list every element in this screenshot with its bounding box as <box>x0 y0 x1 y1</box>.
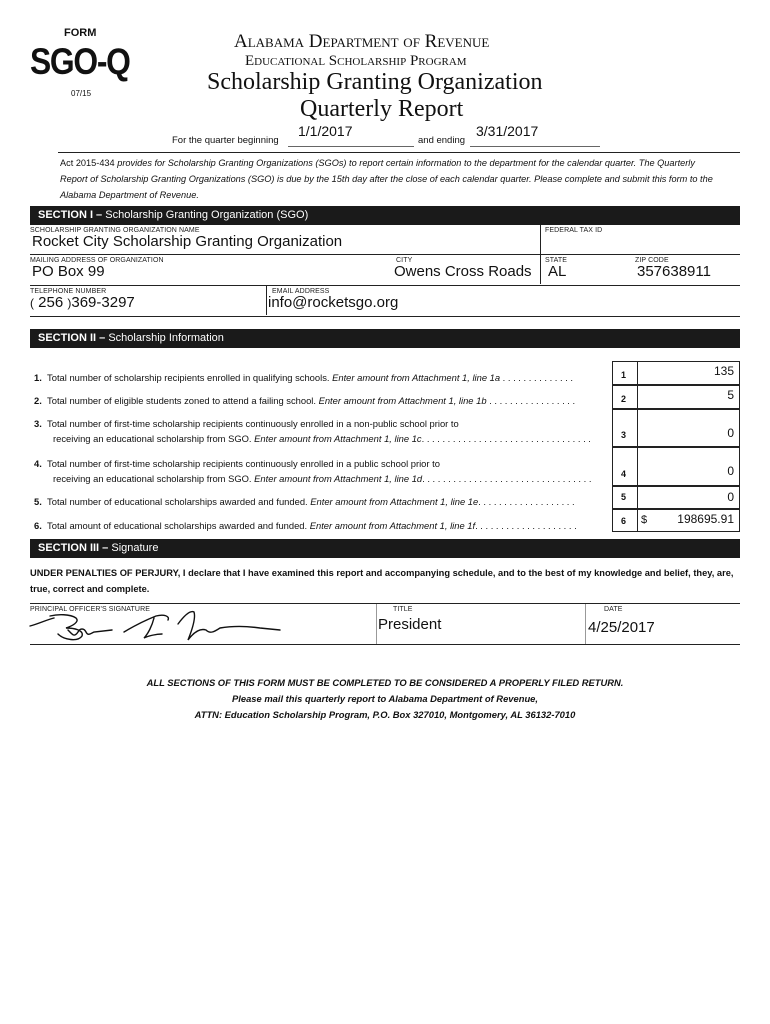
section2-heading-bold: SECTION II – <box>38 332 106 344</box>
row2-line <box>30 285 740 286</box>
answer-value: 0 <box>727 490 734 504</box>
perjury-statement: UNDER PENALTIES OF PERJURY, I declare that I have examined this report and accompanying schedule, and to the best of my knowledge and belief, they, are, true, correct and complete. <box>30 568 734 594</box>
box-divider <box>637 487 638 508</box>
answer-box-4[interactable] <box>612 447 740 486</box>
box-number: 5 <box>621 492 627 502</box>
question-number: 4. <box>34 458 42 469</box>
question-text: Total amount of educational scholarships awarded and funded. <box>47 520 308 531</box>
signature-image[interactable] <box>28 606 288 646</box>
answer-value: 135 <box>713 364 734 378</box>
phone-open-paren: ( <box>30 296 34 310</box>
answer-value: 0 <box>727 464 734 478</box>
question-text-cont: receiving an educational scholarship from SGO. <box>53 433 252 444</box>
question-number: 5. <box>34 496 42 507</box>
state-field[interactable]: AL <box>548 263 567 280</box>
address-label: MAILING ADDRESS OF ORGANIZATION <box>30 257 164 264</box>
box-number: 1 <box>621 370 627 380</box>
question-text: Total number of first-time scholarship recipients continuously enrolled in a public school prior to <box>47 458 440 469</box>
box-number: 2 <box>621 394 627 404</box>
email-divider <box>266 286 267 315</box>
fed-tax-label: FEDERAL TAX ID <box>545 227 603 234</box>
date-divider <box>585 604 586 644</box>
form-revision: 07/15 <box>71 89 92 98</box>
question-number: 2. <box>34 395 42 406</box>
footer-requirement: ALL SECTIONS OF THIS FORM MUST BE COMPLETED TO BE CONSIDERED A PROPERLY FILED RETURN. <box>146 677 624 688</box>
question-5 <box>34 494 609 509</box>
intro-text: provides for Scholarship Granting Organizations (SGOs) to report certain information to the department for the calendar quarter. The Quarterly Report of Scholarship Granting Organizations (SGO) is due by the 15th day after the close of each calendar quarter. Please complete and submit this form to the Alabama Department of Revenue. <box>60 158 713 200</box>
title-divider <box>376 604 377 644</box>
question-instruction: Enter amount from Attachment 1, line 1c <box>254 433 422 444</box>
section3-heading-bold: SECTION III – <box>38 542 109 554</box>
date-label: DATE <box>604 606 623 613</box>
agency-name: Alabama Department of Revenue <box>234 31 490 52</box>
box-number: 4 <box>621 469 627 479</box>
box-divider <box>637 386 638 408</box>
answer-box-6[interactable] <box>612 509 740 532</box>
question-instruction: Enter amount from Attachment 1, line 1a <box>332 372 501 383</box>
quarter-end-value[interactable]: 3/31/2017 <box>476 123 539 139</box>
phone-number: 369-3297 <box>71 294 135 311</box>
question-instruction: Enter amount from Attachment 1, line 1e <box>310 496 479 507</box>
phone-close-paren: ) <box>67 296 72 310</box>
city-field[interactable]: Owens Cross Roads <box>394 263 532 280</box>
title-label: TITLE <box>393 606 413 613</box>
quarter-end-line <box>470 146 600 147</box>
question-text: Total number of first-time scholarship recipients continuously enrolled in a non-public school prior to <box>47 418 459 429</box>
state-divider <box>540 255 541 284</box>
email-label: EMAIL ADDRESS <box>272 288 330 295</box>
question-text-cont: receiving an educational scholarship from SGO. <box>53 473 252 484</box>
phone-field[interactable] <box>30 294 135 311</box>
city-label: CITY <box>396 257 413 264</box>
question-number: 6. <box>34 520 42 531</box>
box-number: 3 <box>621 430 627 440</box>
question-instruction: Enter amount from Attachment 1, line 1d <box>254 473 423 484</box>
question-1 <box>34 370 609 385</box>
leader-dots: . . . . . . . . . . . . . . <box>500 372 574 383</box>
org-name-label: SCHOLARSHIP GRANTING ORGANIZATION NAME <box>30 227 200 234</box>
form-label: FORM <box>64 27 97 39</box>
question-text: Total number of eligible students zoned to attend a failing school. <box>47 395 316 406</box>
section1-heading-bold: SECTION I – <box>38 209 103 221</box>
zip-field[interactable]: 357638911 <box>637 263 711 280</box>
officer-signature-label: PRINCIPAL OFFICER'S SIGNATURE <box>30 606 151 613</box>
row1-line <box>30 254 740 255</box>
fed-tax-divider <box>540 225 541 254</box>
quarter-end-label: and ending <box>418 135 466 146</box>
state-label: STATE <box>545 257 568 264</box>
program-name: Educational Scholarship Program <box>245 53 467 69</box>
box-divider <box>637 362 638 384</box>
question-4 <box>34 456 609 486</box>
answer-value: 198695.91 <box>677 512 734 526</box>
phone-area-code: 256 <box>38 294 64 311</box>
currency-symbol: $ <box>641 514 648 526</box>
leader-dots: . . . . . . . . . . . . . . . . . . . . . . . . . . . . . . . . . <box>422 473 592 484</box>
row3-line <box>30 316 740 317</box>
answer-box-2[interactable] <box>612 385 740 409</box>
question-2 <box>34 393 609 408</box>
answer-box-1[interactable] <box>612 361 740 385</box>
act-reference: Act 2015-434 <box>60 158 115 168</box>
leader-dots: . . . . . . . . . . . . . . . . . <box>486 395 576 406</box>
form-code: SGO-Q <box>30 41 130 82</box>
email-field[interactable]: info@rocketsgo.org <box>268 294 399 311</box>
quarter-begin-label: For the quarter beginning <box>172 135 279 146</box>
footer-mail-instruction: Please mail this quarterly report to Alabama Department of Revenue, <box>232 693 538 704</box>
section3-heading-text: Signature <box>111 542 159 554</box>
form-title-line1: Scholarship Granting Organization <box>207 69 543 95</box>
answer-box-5[interactable] <box>612 486 740 509</box>
signature-top-line <box>30 603 740 604</box>
section3-heading <box>30 539 740 558</box>
section1-heading <box>30 206 740 225</box>
footer-address: ATTN: Education Scholarship Program, P.O. Box 327010, Montgomery, AL 36132-7010 <box>194 709 576 720</box>
question-6 <box>34 518 609 533</box>
answer-box-3[interactable] <box>612 409 740 447</box>
question-instruction: Enter amount from Attachment 1, line 1b <box>318 395 487 406</box>
signature-bottom-line <box>30 644 740 645</box>
quarter-begin-value[interactable]: 1/1/2017 <box>298 123 353 139</box>
section2-heading-text: Scholarship Information <box>108 332 224 344</box>
question-text: Total number of scholarship recipients enrolled in qualifying schools. <box>47 372 330 383</box>
question-instruction: Enter amount from Attachment 1, line 1f <box>309 520 476 531</box>
answer-value: 5 <box>727 388 734 402</box>
box-number: 6 <box>621 516 627 526</box>
section2-heading <box>30 329 740 348</box>
box-divider <box>637 448 638 485</box>
form-title-line2: Quarterly Report <box>300 96 464 122</box>
leader-dots: . . . . . . . . . . . . . . . . . . . . <box>475 520 577 531</box>
answer-value: 0 <box>727 426 734 440</box>
leader-dots: . . . . . . . . . . . . . . . . . . . <box>478 496 575 507</box>
box-divider <box>637 510 638 531</box>
phone-label: TELEPHONE NUMBER <box>30 288 107 295</box>
date-field[interactable]: 4/25/2017 <box>588 619 655 636</box>
question-3 <box>34 416 609 446</box>
question-number: 3. <box>34 418 42 429</box>
zip-label: ZIP CODE <box>635 257 669 264</box>
intro-paragraph <box>60 155 725 203</box>
org-name-field[interactable]: Rocket City Scholarship Granting Organization <box>32 233 343 250</box>
header-divider <box>58 152 740 153</box>
section1-heading-text: Scholarship Granting Organization (SGO) <box>105 209 309 221</box>
leader-dots: . . . . . . . . . . . . . . . . . . . . . . . . . . . . . . . . . <box>421 433 591 444</box>
box-divider <box>637 410 638 446</box>
question-text: Total number of educational scholarships awarded and funded. <box>47 496 308 507</box>
address-field[interactable]: PO Box 99 <box>32 263 105 280</box>
question-number: 1. <box>34 372 42 383</box>
quarter-begin-line <box>288 146 414 147</box>
title-field[interactable]: President <box>378 616 442 633</box>
